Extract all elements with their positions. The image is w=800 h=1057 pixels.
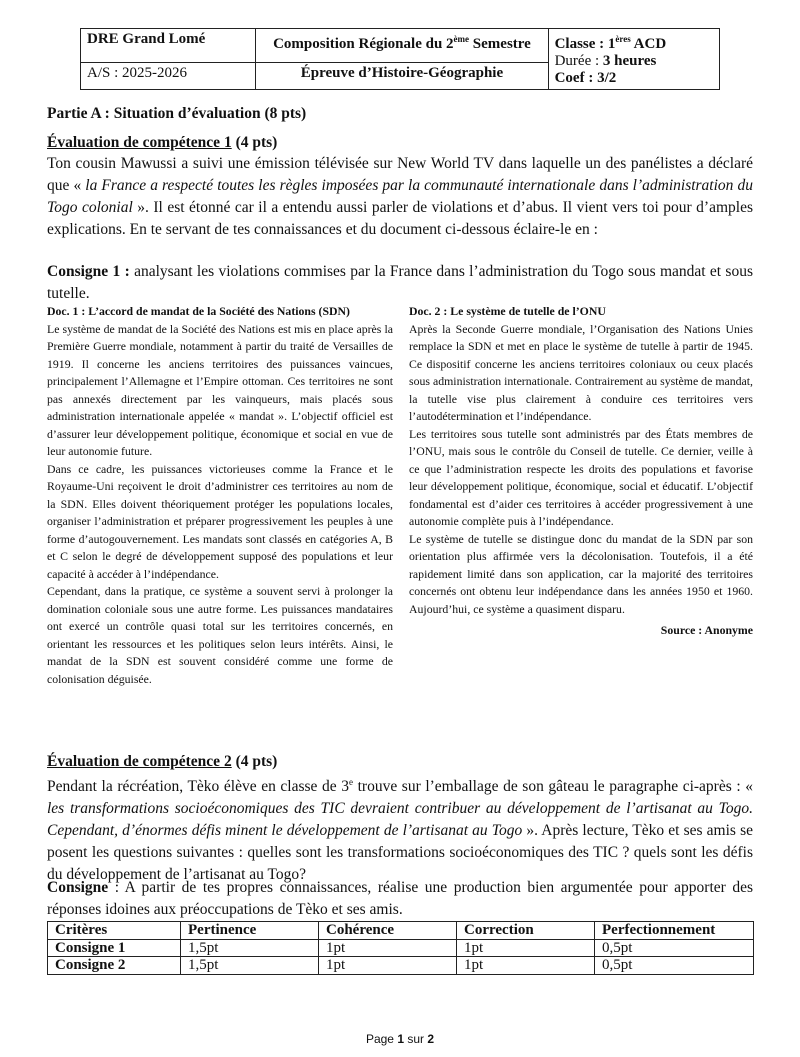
composition-suffix: Semestre	[469, 36, 531, 52]
doc2-title: Doc. 2 : Le système de tutelle de l’ONU	[409, 304, 606, 318]
comp2-heading	[47, 751, 753, 772]
epreuve-label: Épreuve d’Histoire-Géographie	[300, 64, 504, 81]
duree-value: 3 heures	[602, 53, 657, 69]
dre-label: DRE Grand Lomé	[87, 31, 206, 47]
comp1-title: Évaluation de compétence 1	[47, 134, 232, 151]
comp1-heading	[47, 132, 753, 153]
year-label: A/S : 2025-2026	[87, 64, 188, 81]
criteria-header-cell: Pertinence	[181, 922, 319, 940]
page-sur: sur	[404, 1032, 428, 1046]
comp1-quote: la France a respecté toutes les règles imposées par la communauté internationale dans l’administration du Togo colonial	[47, 177, 753, 216]
doc1	[47, 303, 393, 688]
composition-sup: ème	[453, 34, 470, 44]
criteria-header-cell: Correction	[457, 922, 595, 940]
comp2-text-2: trouve sur l’emballage de son gâteau le paragraphe ci-après : «	[353, 778, 753, 796]
comp1-situation	[47, 153, 753, 241]
classe-sup: ères	[615, 34, 631, 44]
year-cell	[81, 62, 256, 89]
comp2-text-sup: e	[349, 777, 353, 787]
table-cell: Consigne 2	[48, 957, 181, 975]
consigne2-label: Consigne	[47, 879, 109, 896]
criteria-header-cell: Cohérence	[319, 922, 457, 940]
consigne1-label: Consigne 1 :	[47, 263, 130, 280]
table-cell: 1pt	[319, 939, 457, 957]
doc2-paragraph-2: Les territoires sous tutelle sont administrés par des États membres de l’ONU, mais sous le contrôle du Conseil de tutelle. Ce dernier, veille à ce que l’administration respecte les droits des populations et favorise leur développement politique, économique, social et éducatif. L’objectif fondamental est d’aider ces territoires à accéder progressivement à une autonomie complète puis à l’indépendance.	[409, 426, 753, 528]
comp2-text-3: ». Après lecture, Tèko et ses amis se posent les questions suivantes : quelles sont les transformations socioéconomiques des TIC ? quels sont les défis du développement de l’artisanat au Togo?	[47, 822, 753, 884]
composition-title: Composition Régionale du 2	[273, 36, 454, 52]
page-footer	[0, 1032, 800, 1046]
classe-label: Classe : 1	[554, 36, 616, 52]
page-number: 1	[397, 1032, 404, 1046]
consigne2-text: : A partir de tes propres connaissances, réalise une production bien argumentée pour apporter des réponses idoines aux préoccupations de Tèko et ses amis.	[47, 879, 753, 918]
doc1-paragraph-1: Le système de mandat de la Société des Nations est mis en place après la Première Guerre mondiale, notamment à partir du traité de Versailles de 1919. Il concerne les anciens territoires des puissances vaincues, principalement l’Allemagne et l’Empire ottoman. Ces territoires ne sont pas annexés directement par les vainqueurs, mais placés sous administration internationale appelée « mandat ». L’objectif officiel est d’assurer leur développement politique, économique et social en vue de leur autonomie future.	[47, 321, 393, 458]
table-cell: 1,5pt	[181, 939, 319, 957]
doc2-paragraph-1: Après la Seconde Guerre mondiale, l’Organisation des Nations Unies remplace la SDN et met en place le système de tutelle à partir de 1945. Ce dispositif concerne les anciens territoires coloniaux ou ceux placés sous administration internationale. Contrairement au système de mandat, la tutelle vise plus clairement à conduire ces territoires vers l’autodétermination et l’indépendance.	[409, 321, 753, 423]
doc2	[409, 303, 753, 640]
table-cell: Consigne 1	[48, 939, 181, 957]
comp2-title: Évaluation de compétence 2	[47, 753, 232, 770]
criteria-header-cell: Critères	[48, 922, 181, 940]
table-row	[48, 939, 754, 957]
comp2-quote: les transformations socioéconomiques des TIC devraient contribuer au développement de l’artisanat au Togo. Cependant, d’énormes défis minent le développement de l’artisanat au Togo	[47, 800, 753, 840]
classe-suffix: ACD	[630, 36, 667, 52]
doc2-source: Source : Anonyme	[660, 623, 753, 637]
comp1-text-2: ». Il est étonné car il a entendu aussi parler de violations et d’abus. Il vient vers toi pour d’amples explications. En te servant de tes connaissances et du document ci-dessous éclaire-le en :	[47, 199, 753, 238]
duree-label: Durée :	[554, 53, 603, 69]
consigne2	[47, 877, 753, 921]
table-row	[48, 957, 754, 975]
table-cell: 0,5pt	[595, 939, 754, 957]
criteria-header-cell: Perfectionnement	[595, 922, 754, 940]
table-cell: 0,5pt	[595, 957, 754, 975]
doc1-title: Doc. 1 : L’accord de mandat de la Société des Nations (SDN)	[47, 304, 350, 318]
page-total: 2	[427, 1032, 435, 1046]
criteria-table	[47, 921, 754, 975]
criteria-header-row	[48, 922, 754, 940]
table-cell: 1pt	[457, 957, 595, 975]
doc1-paragraph-3: Cependant, dans la pratique, ce système a souvent servi à prolonger la domination coloniale sous une autre forme. Les puissances mandataires ont exercé un contrôle quasi total sur les territoires concernés, en orientant les ressources et les politiques selon leurs intérêts. Ainsi, le mandat de la SDN est souvent considéré comme une forme de colonisation déguisée.	[47, 584, 393, 686]
partA-title: Partie A : Situation d’évaluation (8 pts)	[47, 105, 307, 122]
comp2-text-1: Pendant la récréation, Tèko élève en classe de 3	[47, 778, 349, 796]
epreuve-cell	[256, 62, 548, 89]
page-label: Page	[365, 1032, 398, 1046]
class-cell	[548, 29, 719, 90]
consigne1	[47, 261, 753, 305]
comp2-pts: (4 pts)	[231, 753, 278, 770]
consigne1-text: analysant les violations commises par la France dans l’administration du Togo sous mandat et sous tutelle.	[47, 263, 753, 302]
dre-cell	[81, 29, 256, 63]
comp1-pts: (4 pts)	[231, 134, 278, 151]
table-cell: 1pt	[319, 957, 457, 975]
doc1-paragraph-2: Dans ce cadre, les puissances victorieuses comme la France et le Royaume-Uni reçoivent le droit d’administrer ces territoires au nom de la SDN. Elles doivent théoriquement protéger les populations locales, organiser l’administration et préparer progressivement les peuples à une forme d’autogouvernement. Les mandats sont classés en catégories A, B et C selon le degré de développement supposé des populations et leur capacité à accéder à l’indépendance.	[47, 461, 393, 581]
table-cell: 1pt	[457, 939, 595, 957]
header-table	[80, 28, 720, 90]
table-cell: 1,5pt	[181, 957, 319, 975]
comp1-text-1: Ton cousin Mawussi a suivi une émission télévisée sur New World TV dans laquelle un des panélistes a déclaré que «	[47, 155, 753, 194]
coef-label: Coef : 3/2	[554, 70, 617, 86]
comp2-situation	[47, 771, 753, 886]
doc2-paragraph-3: Le système de tutelle se distingue donc du mandat de la SDN par son orientation plus affirmée vers la décolonisation. Toutefois, il a été rapidement limité dans son application, car la majorité des territoires concernés ont obtenu leur indépendance dans les années 1950 et 1960. Aujourd’hui, ce système a quasiment disparu.	[409, 531, 753, 616]
composition-cell	[256, 29, 548, 63]
